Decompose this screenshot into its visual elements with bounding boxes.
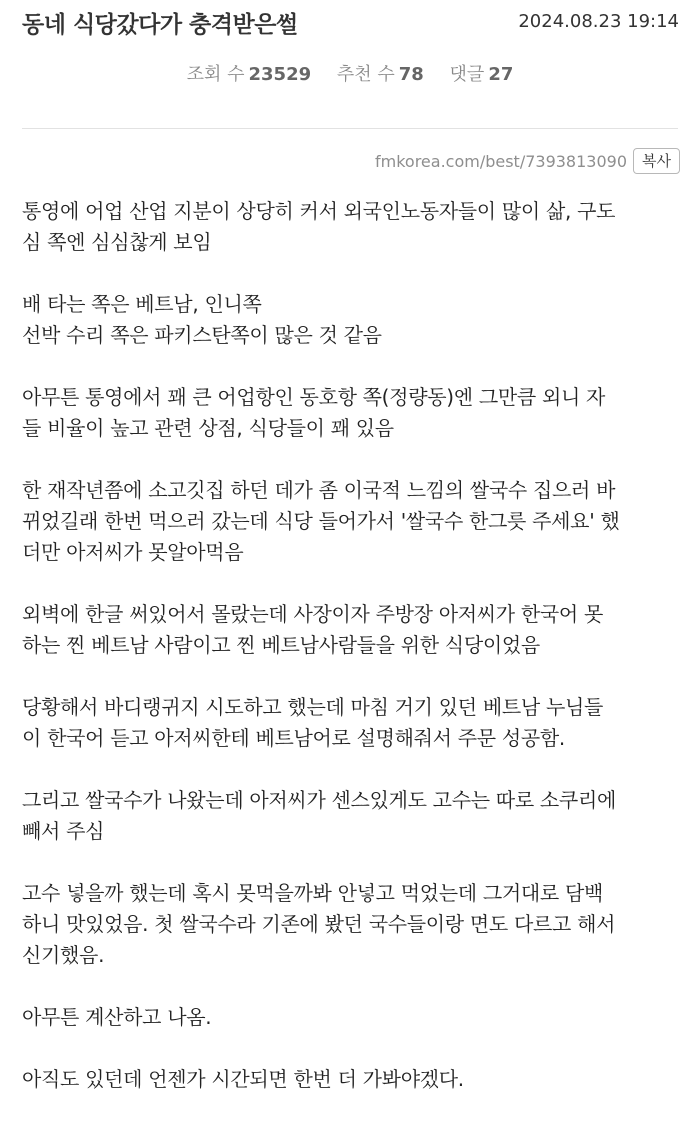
paragraph-line: 하니 맛있었음. 첫 쌀국수라 기존에 봤던 국수들이랑 면도 다르고 해서 bbox=[22, 912, 616, 936]
post-paragraph bbox=[22, 289, 682, 351]
post-paragraph bbox=[22, 196, 682, 258]
post-paragraph bbox=[22, 1064, 682, 1095]
post-url-row bbox=[375, 147, 680, 175]
recommends-stat bbox=[337, 60, 424, 86]
post-title: 동네 식당갔다가 충격받은썰 bbox=[22, 12, 298, 38]
paragraph-line: 빼서 주심 bbox=[22, 819, 105, 843]
paragraph-line: 아무튼 계산하고 나옴. bbox=[22, 1005, 212, 1029]
views-label: 조회 수 bbox=[186, 64, 245, 85]
paragraph-line: 당황해서 바디랭귀지 시도하고 했는데 마침 거기 있던 베트남 누님들 bbox=[22, 695, 604, 719]
paragraph-line: 이 한국어 듣고 아저씨한테 베트남어로 설명해줘서 주문 성공함. bbox=[22, 726, 565, 750]
paragraph-line: 뀌었길래 한번 먹으러 갔는데 식당 들어가서 '쌀국수 한그릇 주세요' 했 bbox=[22, 509, 620, 533]
recommends-label: 추천 수 bbox=[336, 64, 395, 85]
post-paragraph bbox=[22, 475, 682, 568]
comments-stat[interactable] bbox=[450, 60, 514, 86]
paragraph-line: 선박 수리 쪽은 파키스탄쪽이 많은 것 같음 bbox=[22, 323, 382, 347]
paragraph-line: 심 쪽엔 심심찮게 보임 bbox=[22, 230, 212, 254]
recommends-count: 78 bbox=[398, 64, 424, 85]
comments-count: 27 bbox=[488, 64, 514, 85]
paragraph-line: 들 비율이 높고 관련 상점, 식당들이 꽤 있음 bbox=[22, 416, 394, 440]
post-paragraph bbox=[22, 1002, 682, 1033]
paragraph-line: 고수 넣을까 했는데 혹시 못먹을까봐 안넣고 먹었는데 그거대로 담백 bbox=[22, 881, 604, 905]
copy-url-button[interactable]: 복사 bbox=[633, 148, 680, 174]
paragraph-line: 하는 찐 베트남 사람이고 찐 베트남사람들을 위한 식당이었음 bbox=[22, 633, 540, 657]
post-paragraph bbox=[22, 878, 682, 971]
paragraph-line: 아무튼 통영에서 꽤 큰 어업항인 동호항 쪽(정량동)엔 그만큼 외니 자 bbox=[22, 385, 606, 409]
views-count: 23529 bbox=[248, 64, 312, 85]
post-header bbox=[0, 0, 700, 50]
paragraph-line: 배 타는 쪽은 베트남, 인니쪽 bbox=[22, 292, 262, 316]
post-body bbox=[22, 196, 682, 1126]
views-stat bbox=[187, 60, 312, 86]
comments-label: 댓글 bbox=[449, 64, 485, 85]
post-paragraph bbox=[22, 599, 682, 661]
paragraph-line: 통영에 어업 산업 지분이 상당히 커서 외국인노동자들이 많이 삶, 구도 bbox=[22, 199, 616, 223]
post-paragraph bbox=[22, 382, 682, 444]
header-divider bbox=[22, 128, 678, 129]
post-stats bbox=[0, 60, 700, 86]
post-url[interactable]: fmkorea.com/best/7393813090 bbox=[374, 151, 628, 171]
paragraph-line: 신기했음. bbox=[22, 943, 105, 967]
post-paragraph bbox=[22, 692, 682, 754]
paragraph-line: 한 재작년쯤에 소고깃집 하던 데가 좀 이국적 느낌의 쌀국수 집으러 바 bbox=[22, 478, 616, 502]
paragraph-line: 그리고 쌀국수가 나왔는데 아저씨가 센스있게도 고수는 따로 소쿠리에 bbox=[22, 788, 616, 812]
paragraph-line: 외벽에 한글 써있어서 몰랐는데 사장이자 주방장 아저씨가 한국어 못 bbox=[22, 602, 604, 626]
post-paragraph bbox=[22, 785, 682, 847]
paragraph-line: 더만 아저씨가 못알아먹음 bbox=[22, 540, 244, 564]
post-date: 2024.08.23 19:14 bbox=[518, 11, 679, 32]
paragraph-line: 아직도 있던데 언젠가 시간되면 한번 더 가봐야겠다. bbox=[22, 1067, 464, 1091]
